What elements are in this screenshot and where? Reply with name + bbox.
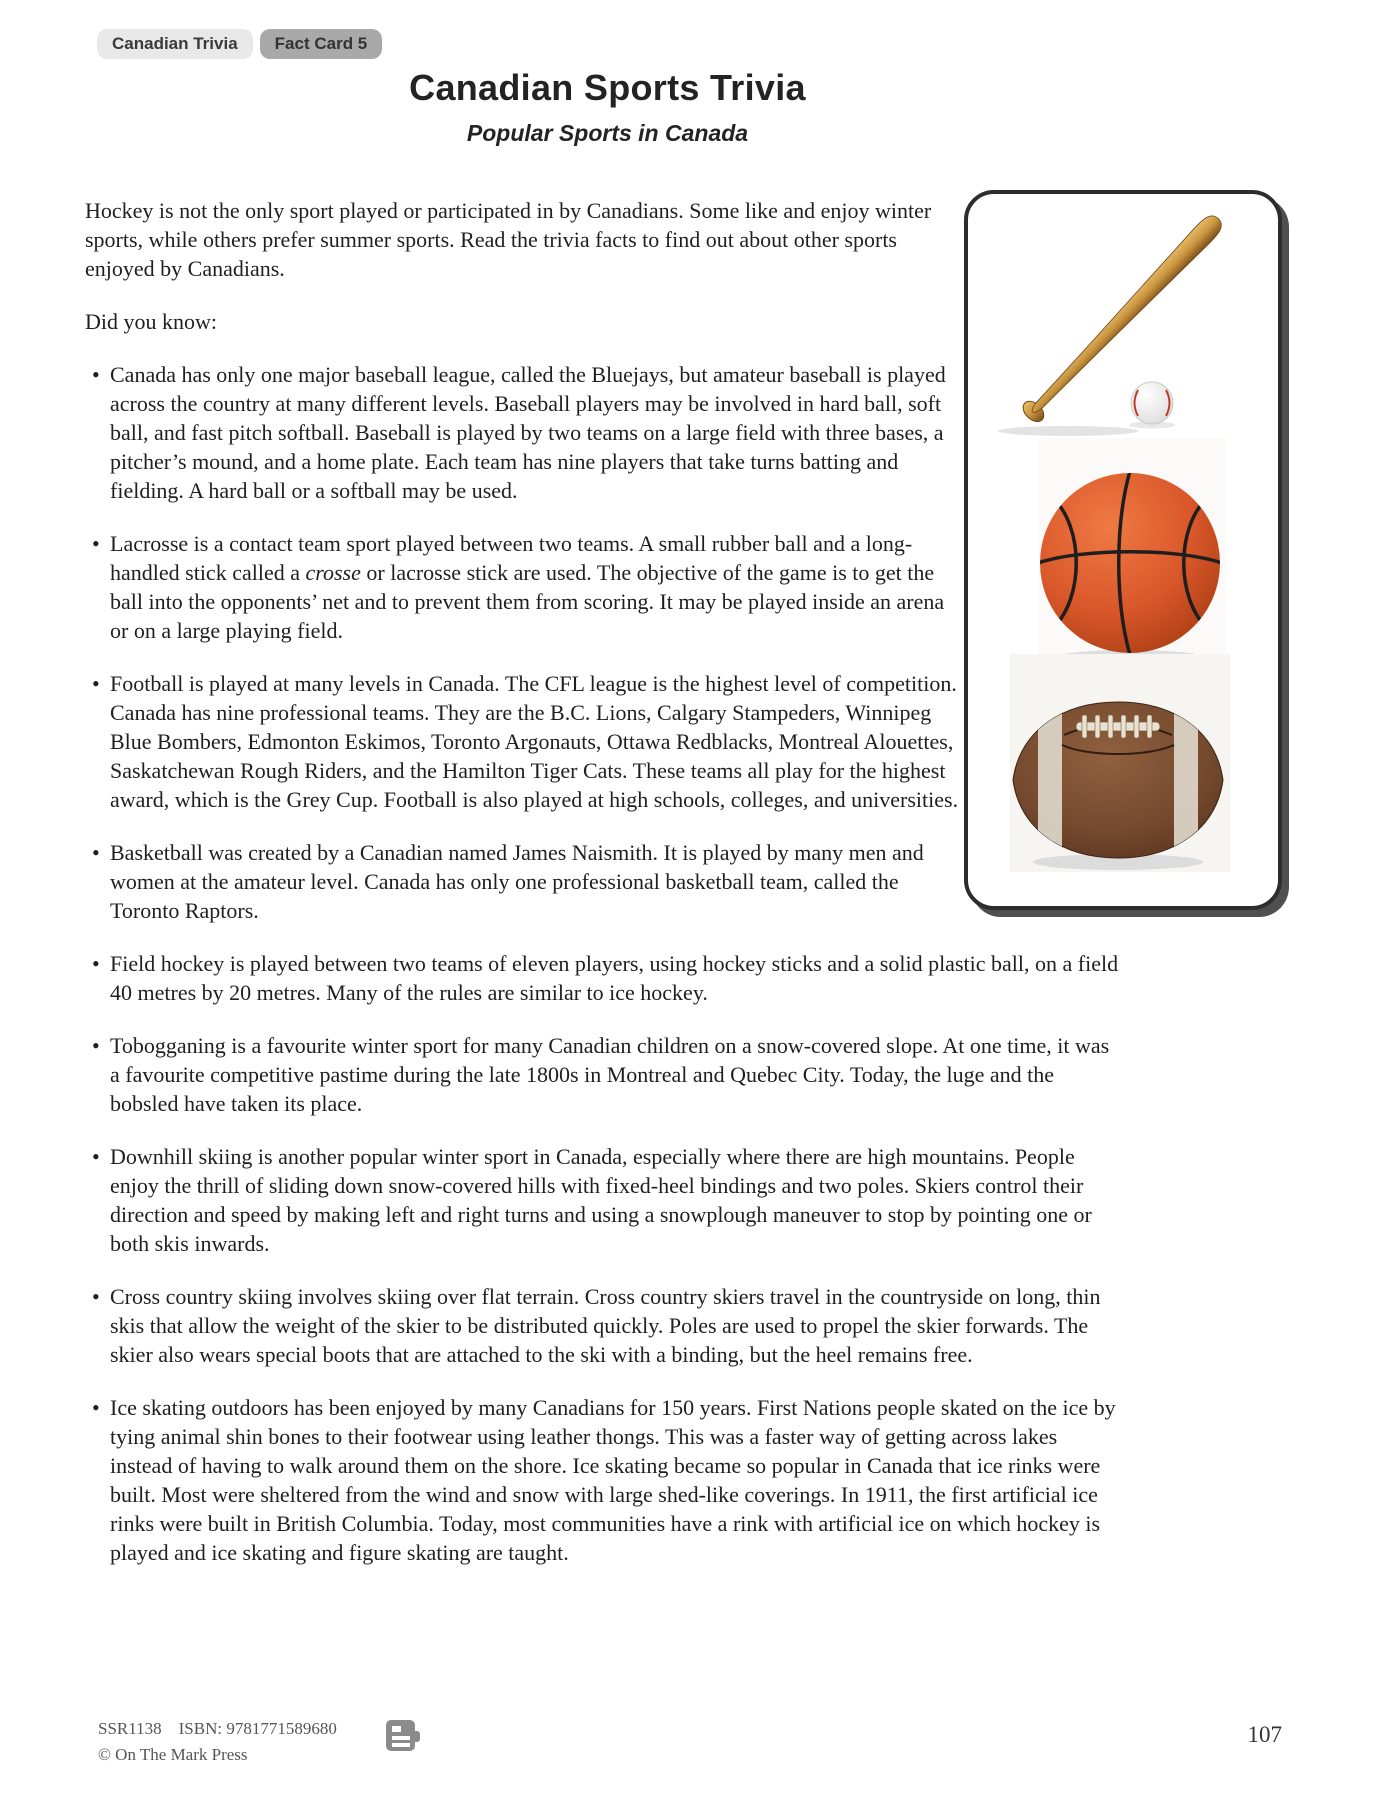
lacrosse-text-before: Lacrosse is a contact team sport played between two teams. A small rubber ball and a long-handled stick called a xyxy=(110,531,913,585)
page-title: Canadian Sports Trivia xyxy=(409,67,806,108)
copyright: © On The Mark Press xyxy=(98,1745,248,1764)
trivia-bullet-downhill-skiing: • Downhill skiing is another popular winter sport in Canada, especially where there are high mountains. People enjoy the thrill of sliding down snow-covered hills with fixed-heel bindings and two poles. Skiers control their direction and speed by making left and right turns and using a snowplough maneuver to stop by pointing one or both skis inwards. xyxy=(85,1142,1122,1258)
main-text xyxy=(85,196,1122,1591)
product-code: SSR1138 xyxy=(98,1719,162,1738)
header-tags xyxy=(97,29,382,59)
fact-card-tag: Fact Card 5 xyxy=(260,29,383,59)
trivia-bullet-ice-skating: • Ice skating outdoors has been enjoyed by many Canadians for 150 years. First Nations people skated on the ice by tying animal shin bones to their footwear using leather thongs. This was a faster way of getting across lakes instead of having to walk around them on the shore. Ice skating became so popular in Canada that ice rinks were built. Most were sheltered from the wind and snow with large shed-like coverings. In 1911, the first artificial ice rinks were built in British Columbia. Today, most communities have a rink with artificial ice on which hockey is played and ice skating and figure skating are taught. xyxy=(85,1393,1122,1567)
page-subtitle: Popular Sports in Canada xyxy=(466,120,749,146)
trivia-bullet-field-hockey: • Field hockey is played between two teams of eleven players, using hockey sticks and a solid plastic ball, on a field 40 metres by 20 metres. Many of the rules are similar to ice hockey. xyxy=(85,949,1122,1007)
trivia-bullet-lacrosse xyxy=(85,529,1122,645)
trivia-bullet-cross-country: • Cross country skiing involves skiing over flat terrain. Cross country skiers travel in the countryside on long, thin skis that allow the weight of the skier to be distributed quickly. Poles are used to propel the skier forwards. The skier also wears special boots that are attached to the ski with a binding, but the heel remains free. xyxy=(85,1282,1122,1369)
title-block xyxy=(85,68,1130,147)
publisher-logo-icon xyxy=(385,1718,421,1754)
series-tag: Canadian Trivia xyxy=(97,29,253,59)
italic-term-crosse: crosse xyxy=(305,560,361,585)
footer-code-line xyxy=(98,1716,337,1742)
trivia-bullet-tobogganing: • Tobogganing is a favourite winter sport for many Canadian children on a snow-covered slope. At one time, it was a favourite competitive pastime during the late 1800s in Montreal and Quebec City. Today, the luge and the bobsled have taken its place. xyxy=(85,1031,1122,1118)
footer-credits xyxy=(98,1716,337,1768)
intro-paragraph: Hockey is not the only sport played or participated in by Canadians. Some like and enjoy winter sports, while others prefer summer sports. Read the trivia facts to find out about other sports enjoyed by Canadians. xyxy=(85,198,932,281)
isbn: ISBN: 9781771589680 xyxy=(178,1719,337,1738)
trivia-bullet-football: • Football is played at many levels in Canada. The CFL league is the highest level of competition. Canada has nine professional teams. They are the B.C. Lions, Calgary Stampeders, Winnipeg Blue Bombers, Edmonton Eskimos, Toronto Argonauts, Ottawa Redblacks, Montreal Alouettes, Saskatchewan Rough Riders, and the Hamilton Tiger Cats. These teams all play for the highest award, which is the Grey Cup. Football is also played at high schools, colleges, and universities. xyxy=(85,669,1122,814)
trivia-bullet-baseball: • Canada has only one major baseball league, called the Bluejays, but amateur baseball is played across the country at many different levels. Baseball players may be involved in hard ball, soft ball, and fast pitch softball. Baseball is played by two teams on a large field with three bases, a pitcher’s mound, and a home plate. Each team has nine players that take turns batting and fielding. A hard ball or a softball may be used. xyxy=(85,360,1122,505)
lacrosse-text-after: or lacrosse stick are used. The objective of the game is to get the ball into the opponents’ net and to prevent them from scoring. It may be played inside an arena or on a large playing field. xyxy=(110,560,945,643)
did-you-know-heading: Did you know: xyxy=(85,309,217,334)
page-number: 107 xyxy=(1247,1722,1282,1747)
trivia-bullet-basketball: • Basketball was created by a Canadian named James Naismith. It is played by many men and women at the amateur level. Canada has only one professional basketball team, called the Toronto Raptors. xyxy=(85,838,1122,925)
